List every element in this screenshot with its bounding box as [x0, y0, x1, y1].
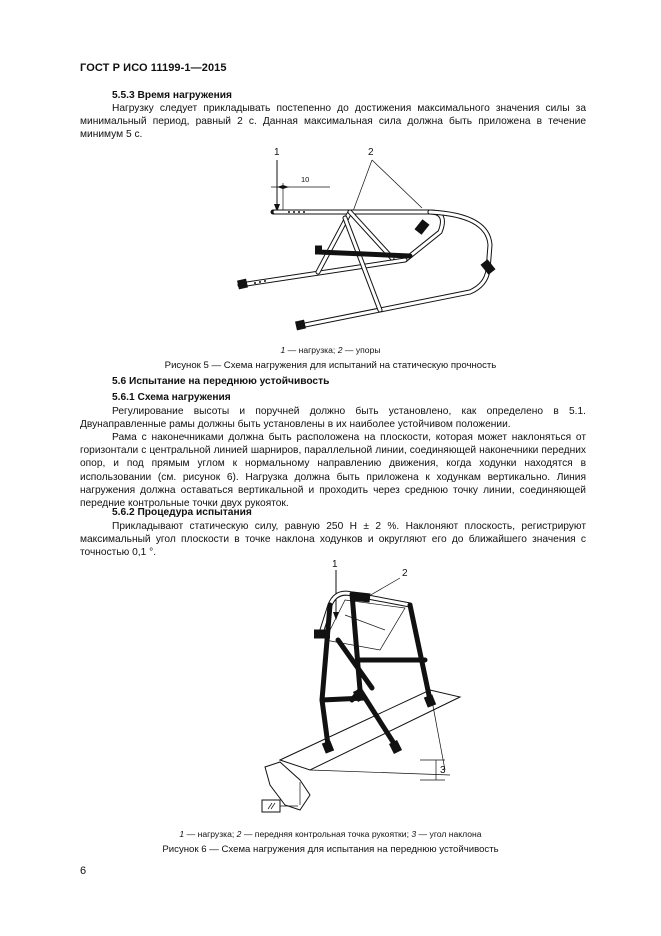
figure-5-label-2: 2: [368, 147, 374, 158]
section-5-5-3-text: Нагрузку следует прикладывать постепенно до достижения максимального значения силы за минимальный период, равный 2 с. Данная максимальная сила должна быть приложена в течение минимум 5 с.: [80, 103, 586, 141]
figure-6-label-3: 3: [440, 765, 446, 776]
figure-6-label-2: 2: [402, 568, 408, 579]
figure-5-caption: Рисунок 5 — Схема нагружения для испытаний на статическую прочность: [164, 360, 497, 371]
figure-6-caption: Рисунок 6 — Схема нагружения для испытания на переднюю устойчивость: [162, 844, 499, 855]
section-5-6-1-title: 5.6.1 Схема нагружения: [112, 392, 231, 403]
section-5-6-1-paragraph-2: Рама с наконечниками должна быть расположена на плоскости, которая может наклоняться от горизонтали с центральной линией шарниров, параллельной линии, соединяющей наконечники передних опор, и под прямым углом к нормальному направлению движения, когда ходунки находятся в использовании (см. рисунок 6). Нагрузка должна быть приложена к ходункам вертикально. Линия нагружения должна оставаться вертикальной и проходить через среднюю точку линии, соединяющей передние контрольные точки двух рукояток.: [80, 432, 586, 510]
figure-5-legend: 1 — нагрузка; 2 — упоры: [280, 345, 381, 355]
section-5-5-3-title: 5.5.3 Время нагружения: [112, 90, 232, 101]
section-5-6-1-paragraph-1: Регулирование высоты и поручней должно быть установлено, как определено в 5.1. Двунаправленные рамы должны быть установлены в их наиболее устойчивом положении.: [80, 406, 586, 431]
section-5-6-2-text: Прикладывают статическую силу, равную 250 Н ± 2 %. Наклоняют плоскость, регистрируют максимальный угол плоскости в точке наклона ходунков и округляют его до ближайшего значения с точностью 0,1 °.: [80, 521, 586, 559]
section-5-6-2-title: 5.6.2 Процедура испытания: [112, 507, 252, 518]
page-number: 6: [80, 865, 87, 877]
section-5-6-title: 5.6 Испытание на переднюю устойчивость: [112, 376, 330, 387]
figure-5-dimension: 10: [301, 175, 310, 184]
figure-5-label-1: 1: [274, 147, 280, 158]
figure-6-label-1: 1: [332, 559, 338, 570]
figure-6-legend: 1 — нагрузка; 2 — передняя контрольная точка рукоятки; 3 — угол наклона: [179, 829, 482, 839]
document-header: ГОСТ Р ИСО 11199-1—2015: [80, 62, 227, 74]
